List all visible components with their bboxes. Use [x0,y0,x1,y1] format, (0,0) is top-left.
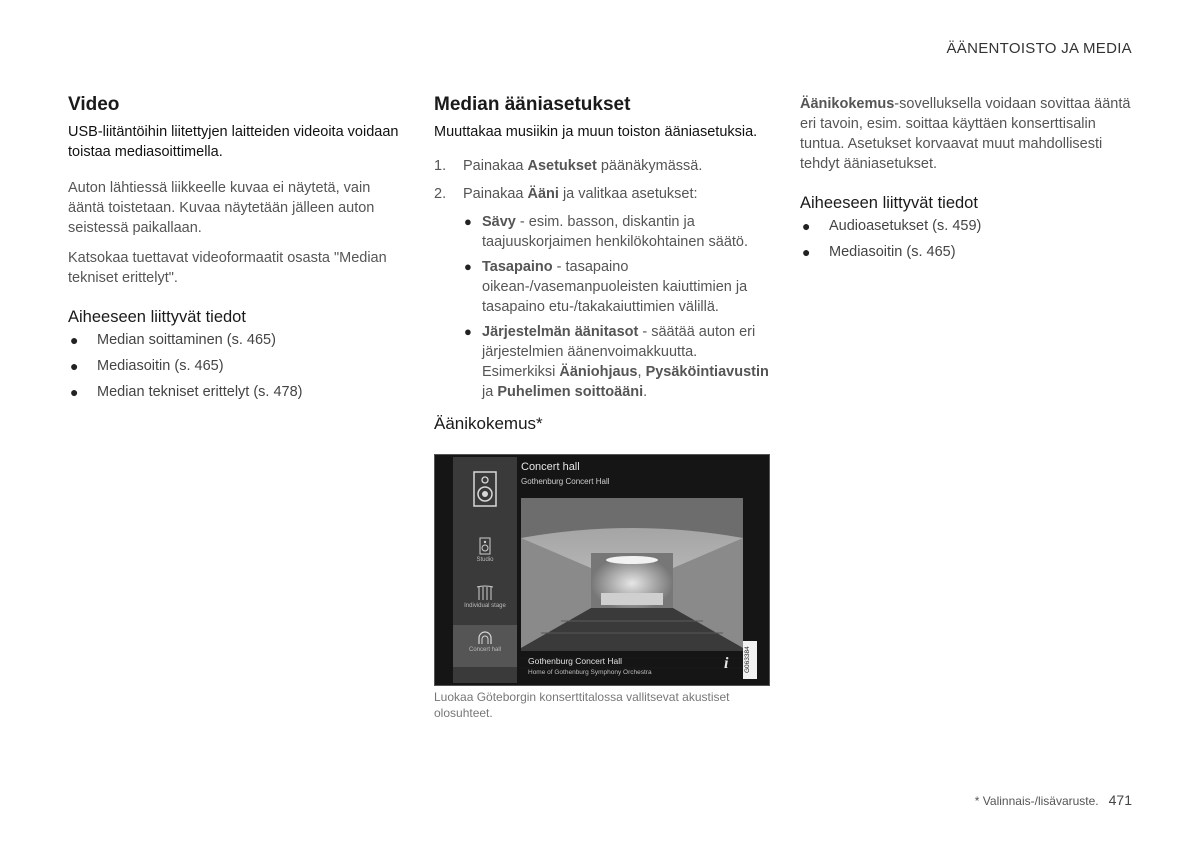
sound-options-list [463,212,769,402]
bullet-icon: ● [464,324,472,339]
page-number: 471 [1108,792,1132,808]
sidebar-item-individual-stage[interactable] [453,585,517,609]
speaker-icon [472,471,498,507]
option-tone [463,212,769,252]
sound-experience-text: -sovelluksella voidaan sovittaa ääntä eri tavoin, esim. soittaa käyttäen konserttisalin tuntua. Asetukset korvaavat muut mahdollisesti tehdyt ääniasetukset. [800,96,1131,172]
bullet-icon: ● [70,332,79,348]
option-text: , [637,364,646,380]
related-link-text: Audioasetukset (s. 459) [829,218,982,234]
step-item [434,184,769,402]
step-text: päänäkymässä. [596,158,703,174]
sound-experience-heading: Äänikokemus* [434,414,543,433]
related-link[interactable] [800,216,1135,236]
option-term: Pysäköintiavustin [645,364,769,380]
screen-subtitle: Gothenburg Concert Hall [521,477,610,486]
option-balance [463,257,769,317]
related-link-text: Mediasoitin (s. 465) [97,358,224,374]
info-bar-subtitle: Home of Gothenburg Symphony Orchestra [528,669,652,676]
screen-title: Concert hall [521,461,580,473]
option-term: Tasapaino [482,259,553,275]
speaker-mode-button[interactable] [453,471,517,507]
option-text: - esim. basson, diskantin ja taajuuskorjaimen henkilökohtainen säätö. [482,214,749,250]
related-link-text: Mediasoitin (s. 465) [829,244,956,260]
related-link-text: Median soittaminen (s. 465) [97,332,276,348]
video-related-list [68,330,403,402]
video-column [68,94,403,408]
sidebar-item-label: Studio [476,557,494,563]
image-code-label [743,641,757,679]
step-number: 1. [434,158,447,174]
step-number: 2. [434,186,447,202]
sidebar-item-label: Concert hall [468,647,501,653]
video-intro: USB-liitäntöihin liitettyjen laitteiden videoita voidaan toistaa mediasoittimella. [68,124,399,160]
video-paragraph-1: Auton lähtiessä liikkeelle kuvaa ei näytetä, vain ääntä toistetaan. Kuvaa näytetään jälleen auton seistessä paikallaan. [68,180,375,236]
step-text: ja valitkaa asetukset: [558,186,698,202]
option-term: Puhelimen soittoääni [497,384,644,400]
media-sound-column [434,94,769,437]
sound-experience-term: Äänikokemus [800,96,895,112]
steps-list [434,156,769,402]
option-text: - säätää auton eri järjestelmien äänenvoimakkuutta. Esimerkiksi [482,324,756,380]
video-related-title: Aiheeseen liittyvät tiedot [68,308,246,326]
option-text: . [643,384,648,400]
page-footer [975,792,1132,808]
bullet-icon: ● [70,384,79,400]
related-link[interactable] [68,356,403,376]
sidebar-item-concert-hall[interactable] [453,625,517,667]
info-bar-title: Gothenburg Concert Hall [528,656,623,666]
settings-term: Asetukset [527,158,597,174]
media-sound-title: Median ääniasetukset [434,94,631,115]
bullet-icon: ● [802,244,811,260]
step-item [434,156,769,176]
sound-related-list [800,216,1135,262]
sidebar-item-studio[interactable] [453,537,517,563]
related-link[interactable] [800,242,1135,262]
video-paragraph-2: Katsokaa tuettavat videoformaatit osasta "Median tekniset erittelyt". [68,250,387,286]
bullet-icon: ● [464,259,472,274]
sound-experience-column [800,94,1135,268]
option-term: Järjestelmän äänitasot [482,324,639,340]
option-text: - tasapaino oikean-/vasemanpuoleisten kaiuttimien ja tasapaino etu-/takakaiuttimien välillä. [482,259,748,315]
option-text: ja [482,384,498,400]
sound-experience-paragraph [800,94,1135,174]
figure-caption: Luokaa Göteborgin konserttitalossa vallitsevat akustiset olosuhteet. [434,690,730,720]
option-term: Ääniohjaus [559,364,638,380]
section-header: ÄÄNENTOISTO JA MEDIA [946,40,1132,57]
concert-hall-icon [477,631,493,645]
option-system-volumes [463,322,769,402]
video-title: Video [68,94,120,115]
bullet-icon: ● [802,218,811,234]
option-term: Sävy [482,214,516,230]
info-icon[interactable]: i [724,655,729,672]
media-sound-intro: Muuttakaa musiikin ja muun toiston ääniasetuksia. [434,124,758,140]
sound-mode-sidebar [453,457,517,683]
sound-related-title: Aiheeseen liittyvät tiedot [800,194,978,212]
related-link[interactable] [68,382,403,402]
related-link[interactable] [68,330,403,350]
sound-term: Ääni [527,186,559,202]
related-link-text: Median tekniset erittelyt (s. 478) [97,384,303,400]
image-code: G063384 [744,646,751,673]
stage-icon [476,585,494,601]
step-text: Painakaa [463,186,528,202]
step-text: Painakaa [463,158,528,174]
sound-experience-screen [434,454,770,686]
studio-speaker-icon [479,537,491,555]
bullet-icon: ● [464,214,472,229]
footnote: * Valinnais-/lisävaruste. [974,794,1099,808]
sidebar-item-label: Individual stage [464,603,506,609]
bullet-icon: ● [70,358,79,374]
